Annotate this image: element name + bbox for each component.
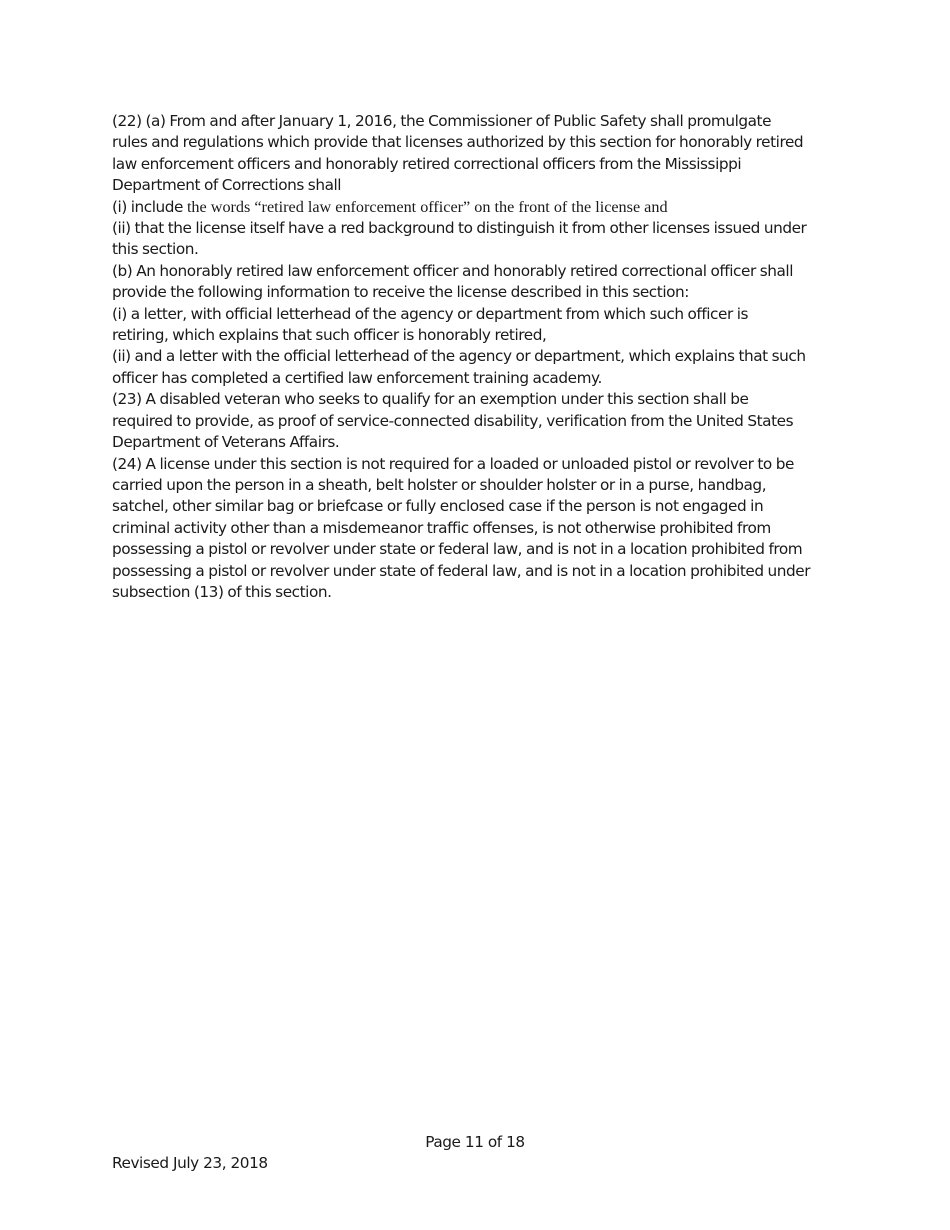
text-line: law enforcement officers and honorably retired correctional officers from the Mississippi [112, 154, 742, 173]
text-line: satchel, other similar bag or briefcase or fully enclosed case if the person is not engaged in [112, 497, 764, 516]
text-line: Department of Veterans Affairs. [112, 433, 340, 452]
text-line: carried upon the person in a sheath, belt holster or shoulder holster or in a purse, handbag, [112, 475, 767, 494]
text-line: rules and regulations which provide that licenses authorized by this section for honorably retired [112, 133, 804, 152]
text-line: (ii) and a letter with the official letterhead of the agency or department, which explains that such [112, 347, 806, 366]
text-line: (24) A license under this section is not required for a loaded or unloaded pistol or revolver to be [112, 454, 794, 473]
page-number: Page 11 of 18 [425, 1133, 525, 1151]
text-line: this section. [112, 240, 199, 259]
text-line: Department of Corrections shall [112, 176, 342, 195]
text-line: (i) a letter, with official letterhead of the agency or department from which such officer is [112, 304, 749, 323]
text-line: criminal activity other than a misdemeanor traffic offenses, is not otherwise prohibited from [112, 518, 771, 537]
text-line: officer has completed a certified law enforcement training academy. [112, 368, 602, 387]
text-line: (b) An honorably retired law enforcement officer and honorably retired correctional officer shall [112, 261, 793, 280]
document-body [112, 111, 842, 603]
text-line: subsection (13) of this section. [112, 582, 332, 601]
revised-date: Revised July 23, 2018 [112, 1154, 268, 1172]
text-line: required to provide, as proof of service-connected disability, verification from the United States [112, 411, 794, 430]
text-line: provide the following information to receive the license described in this section: [112, 283, 689, 302]
text-line: (ii) that the license itself have a red background to distinguish it from other licenses issued under [112, 219, 807, 238]
text-line: (23) A disabled veteran who seeks to qualify for an exemption under this section shall be [112, 390, 749, 409]
text-run: (i) include [112, 197, 187, 216]
text-line: retiring, which explains that such officer is honorably retired, [112, 326, 547, 345]
text-line: (22) (a) From and after January 1, 2016, the Commissioner of Public Safety shall promulgate [112, 112, 772, 130]
text-line: possessing a pistol or revolver under state of federal law, and is not in a location prohibited under [112, 561, 811, 580]
text-run-serif: the words “retired law enforcement officer” on the front of the license and [186, 197, 668, 216]
text-line-mixed-font [112, 197, 842, 218]
text-line: possessing a pistol or revolver under state or federal law, and is not in a location prohibited from [112, 540, 803, 559]
